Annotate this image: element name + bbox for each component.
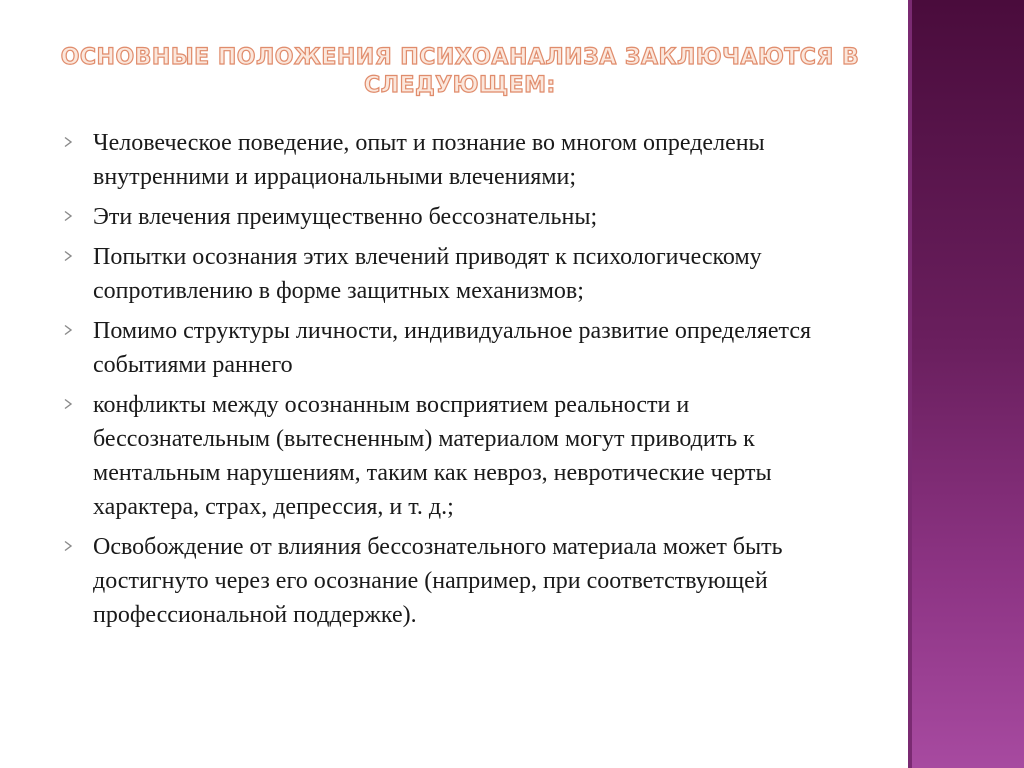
chevron-right-icon: [62, 324, 74, 336]
bullet-text: Помимо структуры личности, индивидуальное развитие определяется событиями раннего: [93, 318, 812, 378]
list-item: [60, 126, 860, 194]
chevron-right-icon: [62, 136, 74, 148]
slide-title: ОСНОВНЫЕ ПОЛОЖЕНИЯ ПСИХОАНАЛИЗА ЗАКЛЮЧАЮТСЯ В СЛЕДУЮЩЕМ:: [60, 45, 860, 98]
chevron-right-icon: [62, 250, 74, 262]
chevron-right-icon: [62, 398, 74, 410]
bullet-text: конфликты между осознанным восприятием реальности и бессознательным (вытесненным) материалом могут приводить к ментальным нарушениям, таким как невроз, невротические черты характера, страх, депрессия, и т. д.;: [93, 392, 772, 520]
list-item: [60, 314, 860, 382]
list-item: [60, 530, 860, 632]
chevron-right-icon: [62, 210, 74, 222]
bullet-list: [60, 126, 860, 638]
bullet-text: Человеческое поведение, опыт и познание во многом определены внутренними и иррациональными влечениями;: [93, 130, 765, 190]
bullet-text: Освобождение от влияния бессознательного материала может быть достигнуто через его осознание (например, при соответствующей профессиональной поддержке).: [93, 534, 783, 628]
chevron-right-icon: [62, 540, 74, 552]
list-item: [60, 388, 860, 524]
list-item: [60, 240, 860, 308]
side-gradient-band: [912, 0, 1024, 768]
bullet-text: Попытки осознания этих влечений приводят к психологическому сопротивлению в форме защитных механизмов;: [93, 244, 762, 304]
list-item: [60, 200, 860, 234]
bullet-text: Эти влечения преимущественно бессознательны;: [93, 204, 598, 230]
